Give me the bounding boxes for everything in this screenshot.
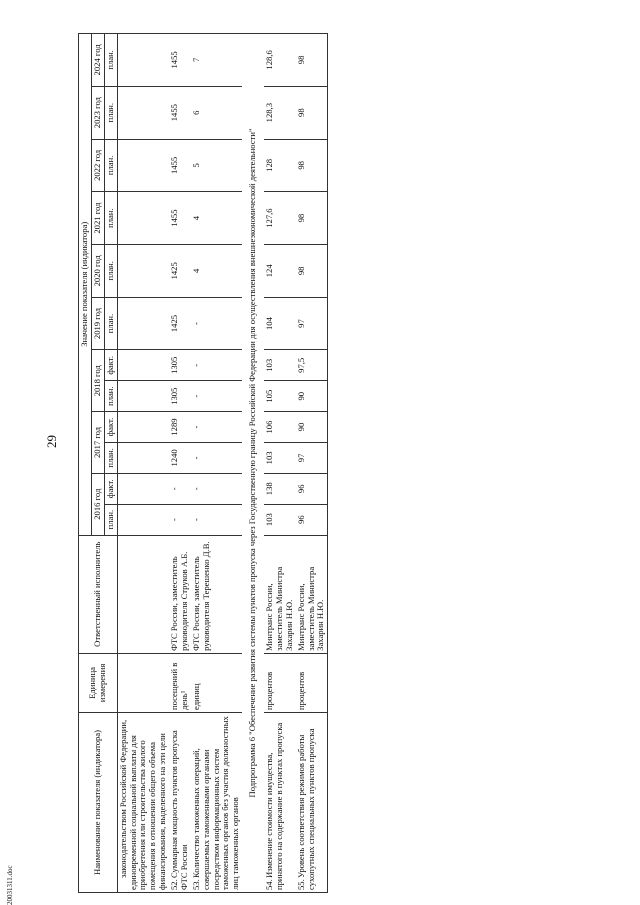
- header-year: 2016 год: [91, 473, 104, 535]
- cell-responsible: [117, 535, 169, 653]
- value-cell: 127,6: [264, 192, 296, 245]
- value-cell: 1240: [169, 442, 191, 473]
- value-cell: 1289: [169, 412, 191, 443]
- value-cell: 1425: [169, 244, 191, 297]
- header-plan: план.: [104, 86, 117, 139]
- indicator-name: [117, 712, 169, 892]
- value-cell: -: [191, 412, 242, 443]
- header-responsible: Ответственный исполнитель: [79, 535, 118, 653]
- cell-responsible: Минтранс России, заместитель Министра Захарин Н.Ю.: [264, 535, 296, 653]
- value-cell: 128: [264, 139, 296, 192]
- value-cell: 103: [264, 442, 296, 473]
- cell-responsible: Минтранс России, заместитель Министра Захарин Н.Ю.: [296, 535, 328, 653]
- value-cell: [117, 381, 169, 412]
- value-cell: 90: [296, 412, 328, 443]
- value-cell: 7: [191, 34, 242, 87]
- cell-responsible: ФТС России, заместитель руководителя Терешенко Д.В.: [191, 535, 242, 653]
- row-number: 54.: [264, 879, 274, 890]
- header-plan: план.: [104, 244, 117, 297]
- header-plan: план.: [104, 381, 117, 412]
- header-year: 2023 год: [91, 86, 104, 139]
- value-cell: [117, 192, 169, 245]
- value-cell: 124: [264, 244, 296, 297]
- value-cell: 128,6: [264, 34, 296, 87]
- value-cell: -: [191, 473, 242, 504]
- indicator-text: Суммарная мощность пунктов пропуска ФТС России: [169, 730, 189, 890]
- value-cell: 104: [264, 297, 296, 350]
- cell-unit: единиц: [191, 653, 242, 712]
- header-year: 2020 год: [91, 244, 104, 297]
- value-cell: 97: [296, 297, 328, 350]
- value-cell: 138: [264, 473, 296, 504]
- indicator-name: [169, 712, 191, 892]
- value-cell: 128,3: [264, 86, 296, 139]
- value-cell: [117, 86, 169, 139]
- indicator-text: законодательством Российской Федерации, единовременной социальной выплаты для приобретения или строительства жилого помещения в отношении общего объема финансирования, выделенного на эти цели: [117, 719, 168, 890]
- value-cell: 97,5: [296, 350, 328, 381]
- header-plan: план.: [104, 34, 117, 87]
- indicator-name: [191, 712, 242, 892]
- cell-unit: [117, 653, 169, 712]
- header-year: 2018 год: [91, 350, 104, 412]
- subprogram-title: Подпрограмма 6 "Обеспечение развития системы пунктов пропуска через Государственную границу Российской Федерации для осуществления внешнеэкономической деятельности": [242, 34, 264, 893]
- value-cell: 1455: [169, 86, 191, 139]
- value-cell: 96: [296, 473, 328, 504]
- header-plan: план.: [104, 297, 117, 350]
- value-cell: -: [169, 504, 191, 535]
- header-year: 2019 год: [91, 297, 104, 350]
- value-cell: 1305: [169, 381, 191, 412]
- table-row: [191, 34, 242, 893]
- value-cell: 4: [191, 244, 242, 297]
- cell-unit: посещений в день¹: [169, 653, 191, 712]
- page-number: 29: [44, 435, 59, 448]
- value-cell: 98: [296, 86, 328, 139]
- indicators-table: [78, 33, 328, 893]
- header-plan: план.: [104, 442, 117, 473]
- indicator-name: [264, 712, 296, 892]
- value-cell: [117, 34, 169, 87]
- indicator-text: Уровень соответствия режимов работы сухопутных специальных пунктов пропуска: [295, 728, 316, 890]
- table-row: [117, 34, 169, 893]
- header-year: 2024 год: [91, 34, 104, 87]
- header-values: Значение показателя (индикатора): [79, 34, 92, 536]
- value-cell: 6: [191, 86, 242, 139]
- header-year: 2021 год: [91, 192, 104, 245]
- header-year: 2017 год: [91, 412, 104, 474]
- indicator-name: [296, 712, 328, 892]
- value-cell: 98: [296, 192, 328, 245]
- value-cell: 98: [296, 34, 328, 87]
- value-cell: 103: [264, 504, 296, 535]
- value-cell: 1455: [169, 192, 191, 245]
- value-cell: [117, 442, 169, 473]
- value-cell: -: [191, 350, 242, 381]
- value-cell: -: [191, 381, 242, 412]
- header-name: Наименование показателя (индикатора): [79, 712, 118, 892]
- value-cell: [117, 412, 169, 443]
- cell-unit: процентов: [264, 653, 296, 712]
- value-cell: 98: [296, 244, 328, 297]
- value-cell: -: [191, 297, 242, 350]
- value-cell: 5: [191, 139, 242, 192]
- value-cell: 1425: [169, 297, 191, 350]
- value-cell: 1455: [169, 139, 191, 192]
- value-cell: -: [191, 442, 242, 473]
- value-cell: 4: [191, 192, 242, 245]
- value-cell: -: [191, 504, 242, 535]
- table-row: [169, 34, 191, 893]
- value-cell: [117, 350, 169, 381]
- value-cell: 103: [264, 350, 296, 381]
- header-fact: факт.: [104, 473, 117, 504]
- value-cell: [117, 504, 169, 535]
- cell-unit: процентов: [296, 653, 328, 712]
- value-cell: [117, 473, 169, 504]
- row-number: 55.: [295, 879, 306, 890]
- indicator-text: Изменение стоимости имущества, принятого на содержание в пунктах пропуска: [264, 722, 284, 890]
- header-plan: план.: [104, 192, 117, 245]
- header-plan: план.: [104, 139, 117, 192]
- value-cell: 96: [296, 504, 328, 535]
- value-cell: 105: [264, 381, 296, 412]
- value-cell: 1455: [169, 34, 191, 87]
- row-number: 53.: [190, 879, 201, 890]
- value-cell: [117, 297, 169, 350]
- header-fact: факт.: [104, 412, 117, 443]
- value-cell: 106: [264, 412, 296, 443]
- value-cell: 98: [296, 139, 328, 192]
- header-fact: факт.: [104, 350, 117, 381]
- rotated-table-sheet: [78, 33, 618, 893]
- value-cell: -: [169, 473, 191, 504]
- table-row: [296, 34, 328, 893]
- header-plan: план.: [104, 504, 117, 535]
- value-cell: [117, 244, 169, 297]
- row-number: 52.: [169, 879, 179, 890]
- header-year: 2022 год: [91, 139, 104, 192]
- table-row: [264, 34, 296, 893]
- value-cell: 1305: [169, 350, 191, 381]
- indicator-text: Количество таможенных операций, совершаемых таможенными органами посредством информационных систем таможенных органов без участия должностных лиц таможенных органов: [190, 716, 241, 890]
- value-cell: [117, 139, 169, 192]
- value-cell: 97: [296, 442, 328, 473]
- value-cell: 90: [296, 381, 328, 412]
- cell-responsible: ФТС России, заместитель руководителя Струков А.Б.: [169, 535, 191, 653]
- footer-filename: 20031311.doc: [6, 865, 14, 905]
- header-unit: Единица измерения: [79, 653, 118, 712]
